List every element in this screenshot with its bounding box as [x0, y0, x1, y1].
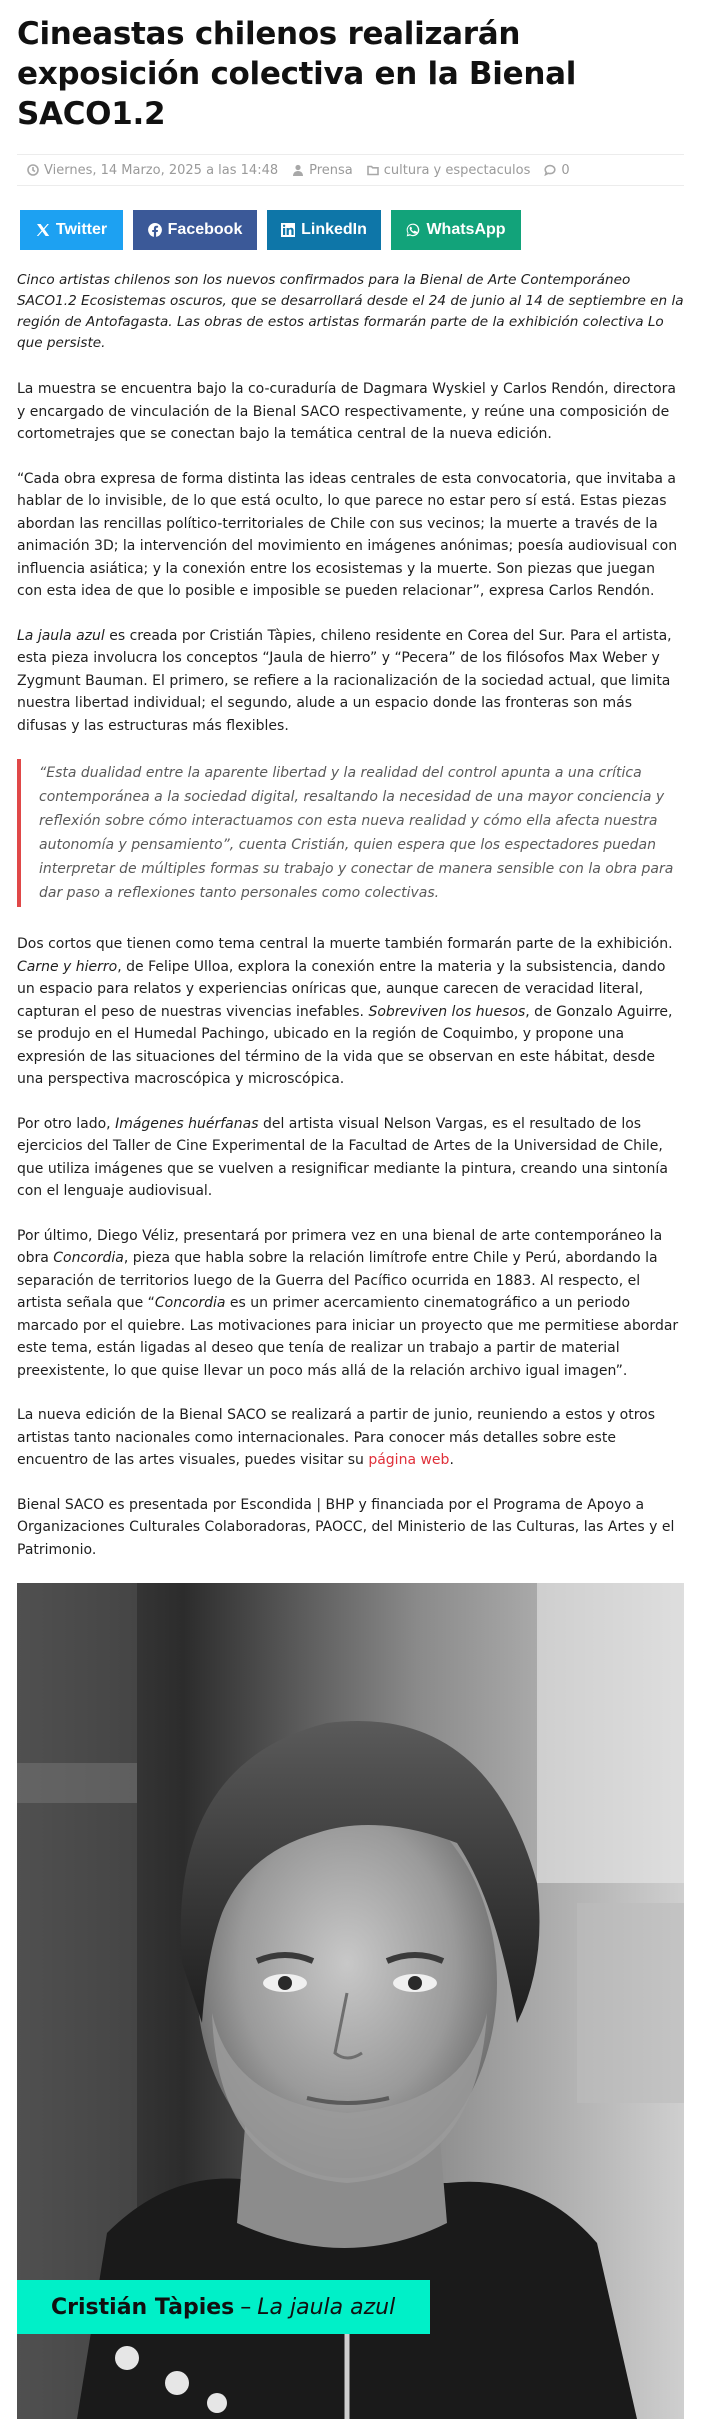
x-logo-icon [36, 223, 50, 237]
page-title: Cineastas chilenos realizarán exposición colectiva en la Bienal SACO1.2 [17, 16, 577, 132]
paragraph-4 [17, 933, 684, 1091]
caption-separator: – [240, 2294, 252, 2320]
folder-icon [367, 164, 379, 176]
paragraph-1: La muestra se encuentra bajo la co-curaduría de Dagmara Wyskiel y Carlos Rendón, directora y encargado de vinculación de la Bienal SACO respectivamente, y reúne una composición de cortometrajes que se conectan bajo la temática central de la nueva edición. [17, 381, 677, 442]
work-title: Sobreviven los huesos [368, 1003, 526, 1020]
article-intro: Cinco artistas chilenos son los nuevos confirmados para la Bienal de Arte Contemporáneo SACO1.2 Ecosistemas oscuros, que se desarrollará desde el 24 de junio al 14 de septiembre en la región de Antofagasta. Las obras de estos artistas formarán parte de la exhibición colectiva Lo que persiste. [17, 272, 684, 351]
paragraph-3 [17, 625, 684, 738]
article-meta [17, 154, 684, 186]
linkedin-icon [281, 223, 295, 237]
work-title: Concordia [154, 1295, 226, 1311]
caption-artist-name: Cristián Tàpies [51, 2294, 235, 2320]
comment-icon [544, 164, 556, 176]
work-title: Imágenes huérfanas [115, 1115, 259, 1132]
clock-icon [27, 164, 39, 176]
paragraph-3-text: es creada por Cristián Tàpies, chileno residente en Corea del Sur. Para el artista, esta pieza involucra los conceptos “Jaula de hierro” y “Pecera” de los filósofos Max Weber y Zygmunt Bauman. El primero, se refiere a la racionalización de la sociedad actual, que limita nuestra libertad individual; el segundo, alude a un espacio donde las fronteras son más difusas y las estructuras más flexibles. [17, 627, 672, 734]
meta-category[interactable] [367, 163, 531, 178]
facebook-share-button[interactable] [133, 210, 257, 250]
paragraph-7 [17, 1404, 684, 1472]
work-title: La jaula azul [17, 627, 105, 644]
paragraph-4-text-b: , de Felipe Ulloa, explora la conexión entre la materia y la subsistencia, dando un espacio para relatos y experiencias oníricas que, aunque carecen de veracidad literal, capturan el peso de nuestras vivencias inefables. [17, 958, 666, 1020]
author-text: Prensa [309, 162, 353, 178]
paragraph-5 [17, 1113, 684, 1203]
linkedin-label: LinkedIn [301, 221, 367, 238]
whatsapp-label: WhatsApp [426, 221, 506, 238]
caption-work-title: La jaula azul [257, 2294, 396, 2320]
meta-author[interactable] [292, 163, 353, 178]
meta-date [27, 163, 278, 178]
twitter-label: Twitter [55, 221, 108, 238]
user-icon [292, 164, 304, 176]
comment-count: 0 [561, 162, 570, 178]
paragraph-6-text-b: , pieza que habla sobre la relación limítrofe entre Chile y Perú, abordando la separación de territorios luego de la Guerra del Pacífico ocurrida en 1883. Al respecto, el artista señala que “ [17, 1250, 658, 1311]
paragraph-5-text-a: Por otro lado, [17, 1115, 116, 1132]
linkedin-share-button[interactable] [267, 210, 381, 250]
paragraph-4-text-a: Dos cortos que tienen como tema central la muerte también formarán parte de la exhibición. [17, 936, 673, 952]
paragraph-2: “Cada obra expresa de forma distinta las ideas centrales de esta convocatoria, que invitaba a hablar de lo invisible, de lo que está oculto, lo que parece no estar pero sí está. Estas piezas abordan las rencillas político-territoriales de Chile con sus vecinos; la muerte a través de la animación 3D; la intervención del movimiento en imágenes anónimas; poesía audiovisual con influencia asiática; y la conexión entre los ecosistemas y la muerte. Son piezas que juegan con esta idea de que lo posible e imposible se pueden relacionar”, expresa Carlos Rendón. [17, 470, 678, 599]
website-link[interactable]: página web [368, 1452, 450, 1468]
category-text: cultura y espectaculos [383, 162, 531, 178]
pull-quote: “Esta dualidad entre la aparente libertad y la realidad del control apunta a una crítica contemporánea a la sociedad digital, resaltando la necesidad de una mayor conciencia y reflexión sobre cómo interactuamos con esta nueva realidad y cómo ella afecta nuestra autonomía y pensamiento”, cuenta Cristián, quien espera que los espectadores puedan interpretar de múltiples formas su trabajo y conectar de manera sensible con la obra para dar paso a reflexiones tanto personales como colectivas. [17, 759, 684, 907]
paragraph-4-text-c: , de Gonzalo Aguirre, se produjo en el Humedal Pachingo, ubicado en la región de Coquimbo, y propone una expresión de las situaciones del término de la vida que se observan en este hábitat, desde una perspectiva macroscópica y microscópica. [17, 1003, 673, 1087]
work-title: Carne y hierro [17, 958, 118, 975]
paragraph-5-text-b: del artista visual Nelson Vargas, es el resultado de los ejercicios del Taller de Cine Experimental de la Facultad de Artes de la Universidad de Chile, que utiliza imágenes que se vuelven a resignificar mediante la pintura, creando una sintonía con el lenguaje audiovisual. [17, 1115, 668, 1199]
facebook-label: Facebook [167, 221, 243, 238]
twitter-share-button[interactable] [20, 210, 123, 250]
paragraph-8: Bienal SACO es presentada por Escondida | BHP y financiada por el Programa de Apoyo a Organizaciones Culturales Colaboradoras, PAOCC, del Ministerio de las Culturas, las Artes y el Patrimonio. [17, 1496, 675, 1558]
photo-caption [17, 2280, 430, 2334]
paragraph-7-text-b: . [449, 1452, 454, 1468]
work-title: Concordia [53, 1250, 124, 1266]
whatsapp-icon [406, 223, 420, 237]
date-text: Viernes, 14 Marzo, 2025 a las 14:48 [44, 162, 279, 178]
whatsapp-share-button[interactable] [391, 210, 521, 250]
paragraph-6-text-c: es un primer acercamiento cinematográfico a un periodo marcado por el quiebre. Las motivaciones para iniciar un proyecto que me permitiese abordar este tema, están ligadas al deseo que tenía de realizar un trabajo a partir de material preexistente, lo que quise llevar un poco más allá de la relación archivo igual imagen”. [17, 1295, 679, 1379]
paragraph-7-text-a: La nueva edición de la Bienal SACO se realizará a partir de junio, reuniendo a estos y otros artistas tanto nacionales como internacionales. Para conocer más detalles sobre este encuentro de las artes visuales, puedes visitar su [17, 1407, 656, 1468]
paragraph-6 [17, 1225, 684, 1383]
facebook-icon [148, 223, 162, 237]
share-buttons [17, 210, 684, 250]
article-body [17, 270, 684, 1561]
meta-comments[interactable] [544, 163, 569, 178]
paragraph-6-text-a: Por último, Diego Véliz, presentará por primera vez en una bienal de arte contemporáneo la obra [17, 1227, 663, 1266]
